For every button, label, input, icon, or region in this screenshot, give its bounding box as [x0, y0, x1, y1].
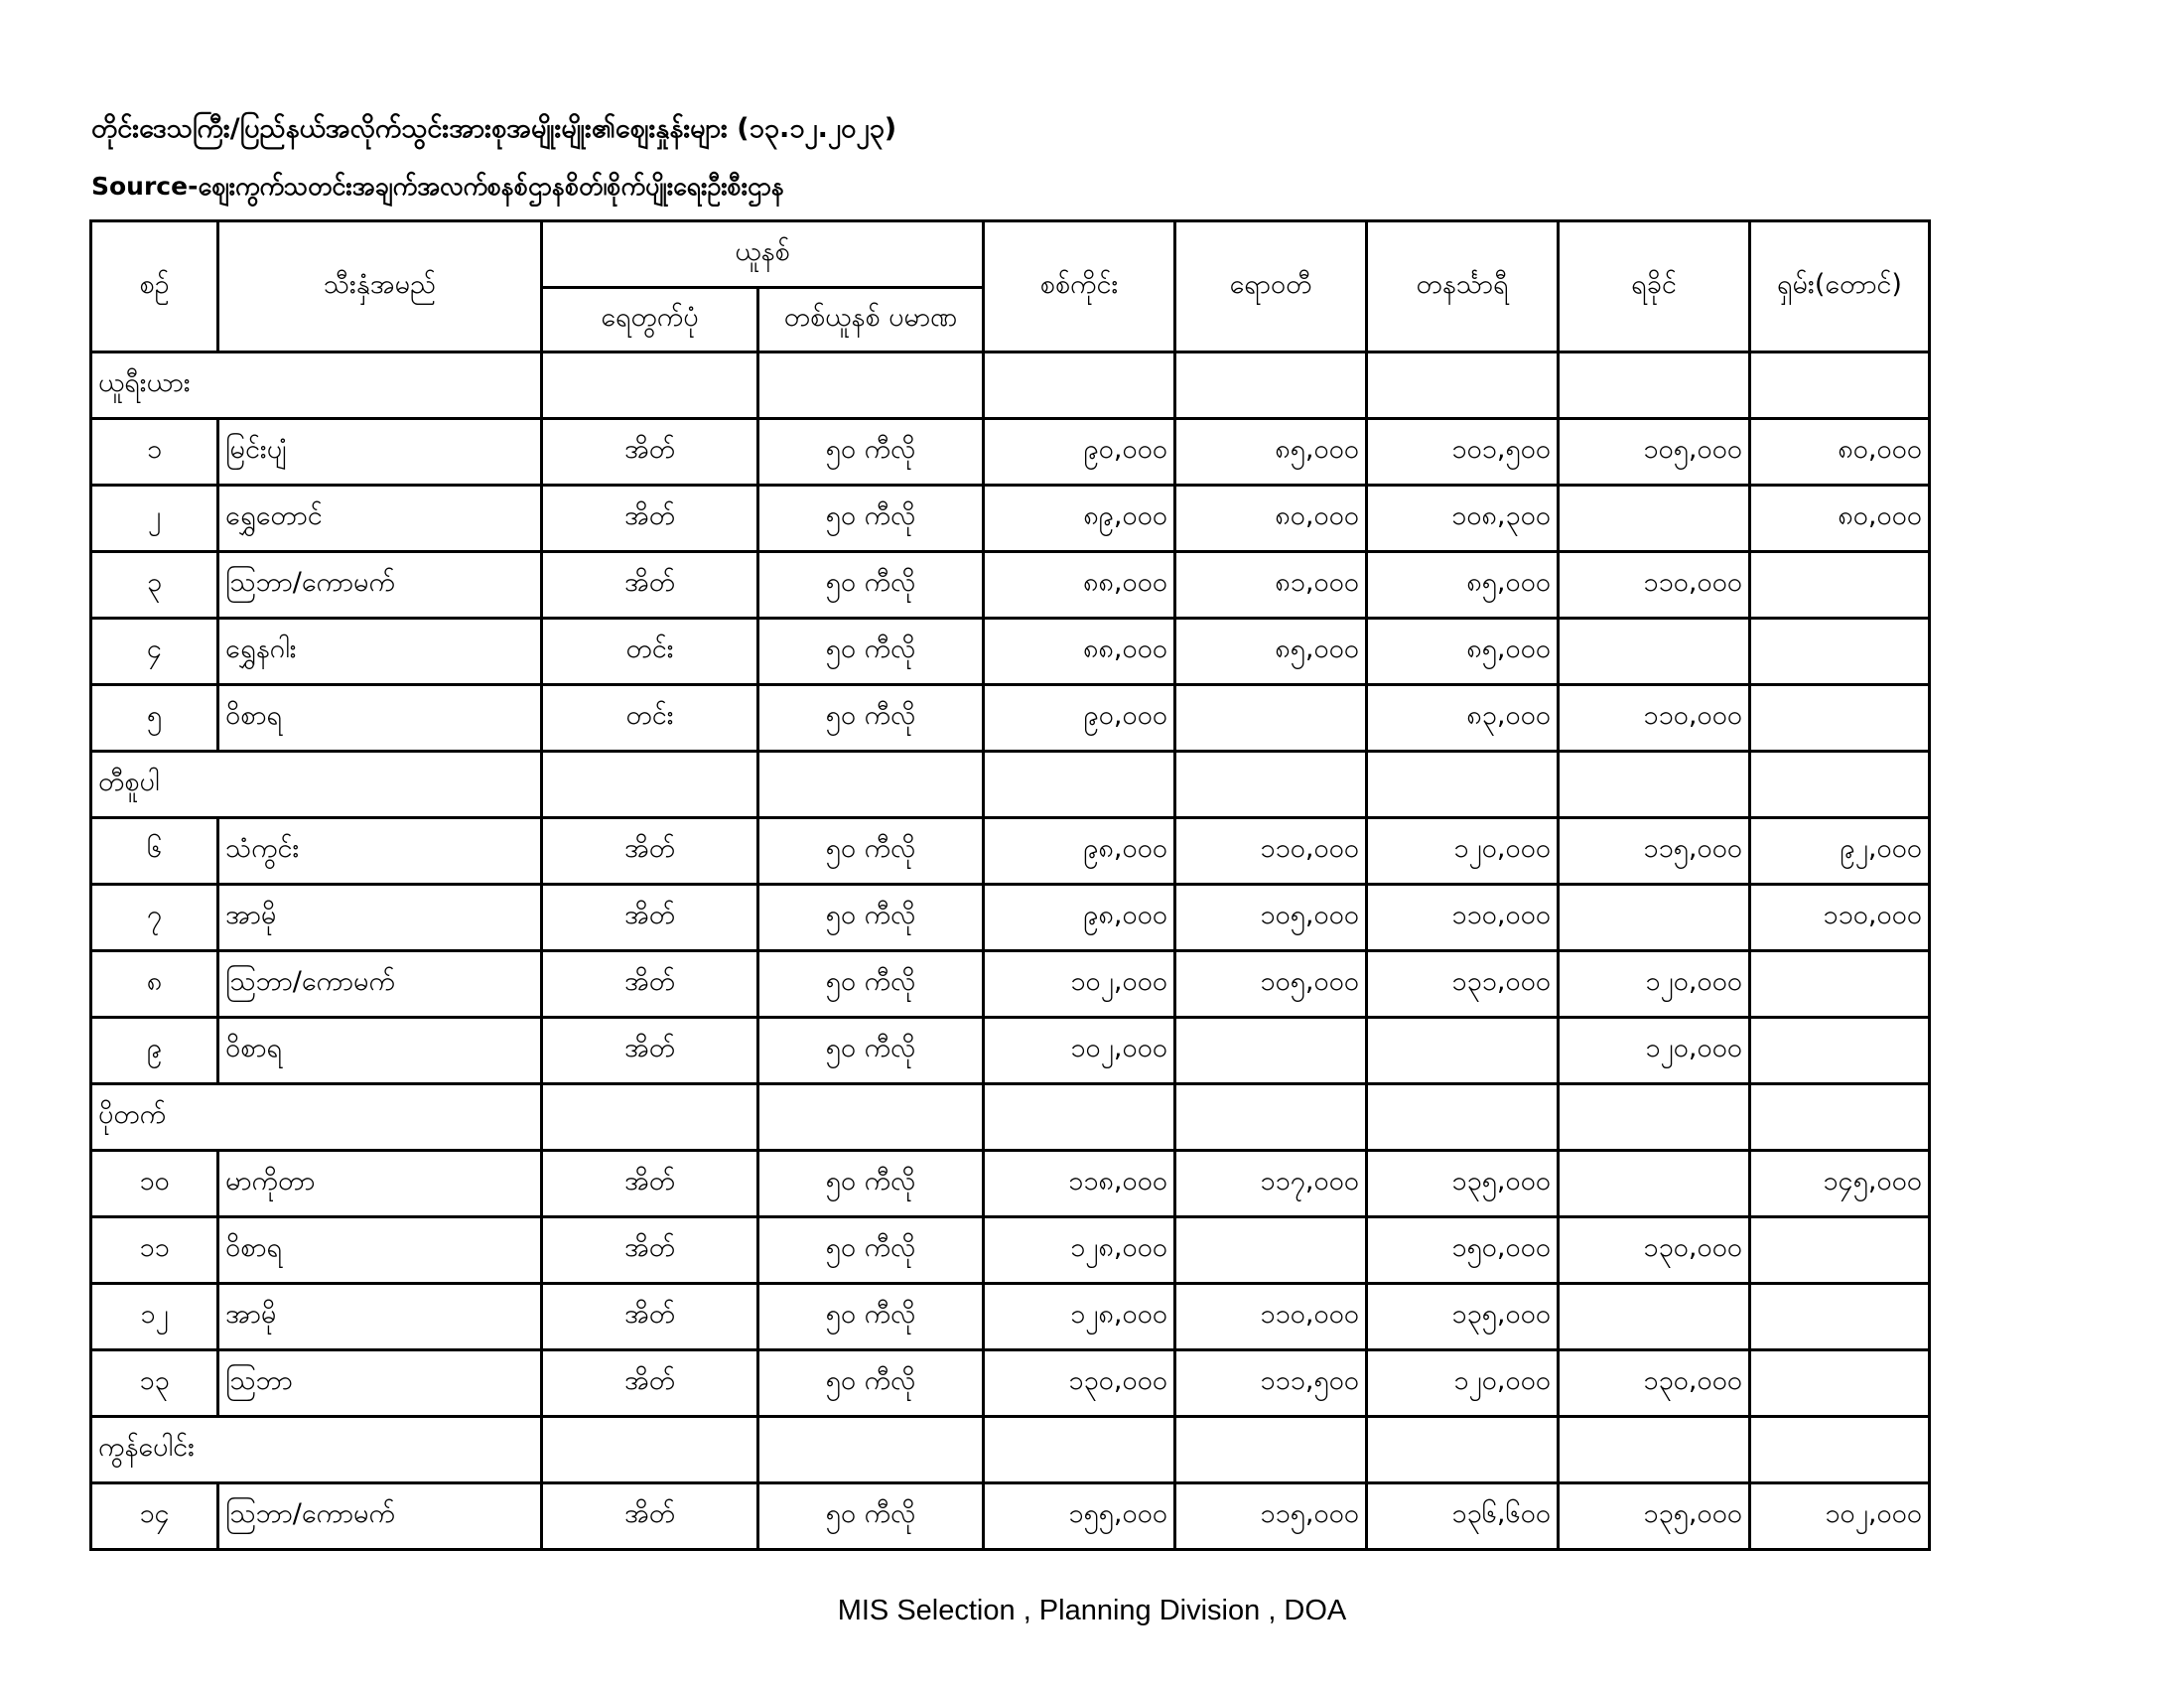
price-table [89, 219, 1931, 1551]
price-sagaing: ၁၃၀,၀၀၀ [984, 1350, 1175, 1417]
price-shan-south: ၉၂,၀၀၀ [1750, 818, 1930, 885]
packaging-cell: အိတ် [542, 1217, 758, 1284]
price-rakhine: ၁၁၀,၀၀၀ [1559, 685, 1750, 752]
unit-cell: ၅၀ ကီလို [758, 486, 984, 552]
row-number: ၂ [91, 486, 218, 552]
empty-cell [542, 1084, 758, 1151]
price-rakhine [1559, 619, 1750, 685]
price-shan-south [1750, 1284, 1930, 1350]
unit-cell: ၅၀ ကီလို [758, 685, 984, 752]
price-shan-south [1750, 552, 1930, 619]
row-number: ၁၄ [91, 1483, 218, 1550]
price-shan-south [1750, 619, 1930, 685]
packaging-cell: အိတ် [542, 1018, 758, 1084]
unit-cell: ၅၀ ကီလို [758, 419, 984, 486]
unit-cell: ၅၀ ကီလို [758, 1018, 984, 1084]
group-name: ပိုတက် [91, 1084, 542, 1151]
header-row [91, 221, 1930, 288]
price-ayeyarwady [1175, 1217, 1367, 1284]
price-ayeyarwady: ၁၀၅,၀၀၀ [1175, 885, 1367, 951]
unit-cell: ၅၀ ကီလို [758, 1284, 984, 1350]
variety-name: ဝိစာရ [218, 685, 542, 752]
empty-cell [1367, 352, 1559, 419]
unit-cell: ၅၀ ကီလို [758, 1151, 984, 1217]
packaging-cell: အိတ် [542, 818, 758, 885]
price-shan-south: ၁၄၅,၀၀၀ [1750, 1151, 1930, 1217]
table-row [91, 951, 1930, 1018]
empty-cell [542, 352, 758, 419]
table-row [91, 419, 1930, 486]
price-tanintharyi: ၁၂၀,၀၀၀ [1367, 818, 1559, 885]
table-row [91, 885, 1930, 951]
row-number: ၃ [91, 552, 218, 619]
variety-name: ရွှေတောင် [218, 486, 542, 552]
packaging-cell: အိတ် [542, 1151, 758, 1217]
empty-cell [1175, 1417, 1367, 1483]
row-number: ၇ [91, 885, 218, 951]
table-body [91, 352, 1930, 1550]
price-ayeyarwady: ၁၁၁,၅၀၀ [1175, 1350, 1367, 1417]
header-shan-south: ရှမ်း(တောင်) [1750, 221, 1930, 352]
packaging-cell: အိတ် [542, 1284, 758, 1350]
empty-cell [984, 1084, 1175, 1151]
price-shan-south: ၁၁၀,၀၀၀ [1750, 885, 1930, 951]
unit-cell: ၅၀ ကီလို [758, 552, 984, 619]
price-rakhine: ၁၀၅,၀၀၀ [1559, 419, 1750, 486]
packaging-cell: အိတ် [542, 1350, 758, 1417]
empty-cell [758, 1084, 984, 1151]
price-sagaing: ၈၈,၀၀၀ [984, 619, 1175, 685]
price-rakhine: ၁၃၀,၀၀၀ [1559, 1350, 1750, 1417]
group-name: ယူရီးယား [91, 352, 542, 419]
table-row [91, 818, 1930, 885]
price-rakhine [1559, 1151, 1750, 1217]
price-rakhine [1559, 486, 1750, 552]
price-sagaing: ၁၂၈,၀၀၀ [984, 1217, 1175, 1284]
variety-name: အာမို [218, 885, 542, 951]
price-ayeyarwady: ၈၁,၀၀၀ [1175, 552, 1367, 619]
row-number: ၁၁ [91, 1217, 218, 1284]
price-sagaing: ၁၅၅,၀၀၀ [984, 1483, 1175, 1550]
group-name: တီစူပါ [91, 752, 542, 818]
group-row [91, 352, 1930, 419]
header-unit-group: ယူနစ် [542, 221, 984, 288]
unit-cell: ၅၀ ကီလို [758, 885, 984, 951]
variety-name: မြင်းပျံ [218, 419, 542, 486]
header-ayeyarwady: ရော၀တီ [1175, 221, 1367, 352]
variety-name: မာကိုတာ [218, 1151, 542, 1217]
unit-cell: ၅၀ ကီလို [758, 951, 984, 1018]
group-name: ကွန်ပေါင်း [91, 1417, 542, 1483]
price-sagaing: ၈၈,၀၀၀ [984, 552, 1175, 619]
empty-cell [1175, 752, 1367, 818]
page-title: တိုင်းဒေသကြီး/ပြည်နယ်အလိုက်သွင်းအားစုအမျိုးမျိုး၏ဈေးနှုန်းများ (၁၃.၁၂.၂၀၂၃) [91, 113, 897, 144]
row-number: ၁ [91, 419, 218, 486]
unit-cell: ၅၀ ကီလို [758, 818, 984, 885]
packaging-cell: အိတ် [542, 486, 758, 552]
empty-cell [984, 752, 1175, 818]
price-ayeyarwady [1175, 685, 1367, 752]
table-row [91, 552, 1930, 619]
price-tanintharyi: ၁၁၀,၀၀၀ [1367, 885, 1559, 951]
row-number: ၁၃ [91, 1350, 218, 1417]
unit-cell: ၅၀ ကီလို [758, 1217, 984, 1284]
price-rakhine [1559, 1284, 1750, 1350]
row-number: ၁၂ [91, 1284, 218, 1350]
price-shan-south: ၈၀,၀၀၀ [1750, 419, 1930, 486]
packaging-cell: တင်း [542, 685, 758, 752]
price-sagaing: ၁၀၂,၀၀၀ [984, 1018, 1175, 1084]
price-sagaing: ၁၁၈,၀၀၀ [984, 1151, 1175, 1217]
empty-cell [1750, 1417, 1930, 1483]
header-unit-measure: တစ်ယူနစ် ပမာဏ [758, 288, 984, 352]
variety-name: သြဘာ/ကောမက် [218, 951, 542, 1018]
empty-cell [1750, 1084, 1930, 1151]
price-tanintharyi: ၁၃၅,၀၀၀ [1367, 1284, 1559, 1350]
empty-cell [1750, 352, 1930, 419]
variety-name: သံကွင်း [218, 818, 542, 885]
price-ayeyarwady: ၁၀၅,၀၀၀ [1175, 951, 1367, 1018]
price-ayeyarwady: ၁၁၀,၀၀၀ [1175, 1284, 1367, 1350]
variety-name: ဝိစာရ [218, 1018, 542, 1084]
price-ayeyarwady: ၁၁၇,၀၀၀ [1175, 1151, 1367, 1217]
empty-cell [1750, 752, 1930, 818]
variety-name: သြဘာ/ကောမက် [218, 1483, 542, 1550]
price-tanintharyi: ၁၀၁,၅၀၀ [1367, 419, 1559, 486]
empty-cell [1559, 352, 1750, 419]
price-rakhine: ၁၁၅,၀၀၀ [1559, 818, 1750, 885]
variety-name: သြဘာ [218, 1350, 542, 1417]
table-row [91, 1018, 1930, 1084]
price-tanintharyi: ၈၅,၀၀၀ [1367, 619, 1559, 685]
packaging-cell: အိတ် [542, 885, 758, 951]
packaging-cell: အိတ် [542, 951, 758, 1018]
price-tanintharyi: ၁၃၅,၀၀၀ [1367, 1151, 1559, 1217]
empty-cell [758, 352, 984, 419]
price-rakhine [1559, 885, 1750, 951]
empty-cell [1559, 752, 1750, 818]
unit-cell: ၅၀ ကီလို [758, 619, 984, 685]
price-tanintharyi: ၈၃,၀၀၀ [1367, 685, 1559, 752]
empty-cell [542, 752, 758, 818]
variety-name: ဝိစာရ [218, 1217, 542, 1284]
table-row [91, 1217, 1930, 1284]
packaging-cell: တင်း [542, 619, 758, 685]
price-ayeyarwady [1175, 1018, 1367, 1084]
header-no: စဉ် [91, 221, 218, 352]
table-row [91, 486, 1930, 552]
empty-cell [984, 1417, 1175, 1483]
empty-cell [758, 1417, 984, 1483]
group-row [91, 1417, 1930, 1483]
price-sagaing: ၉၀,၀၀၀ [984, 685, 1175, 752]
price-rakhine: ၁၂၀,၀၀၀ [1559, 1018, 1750, 1084]
row-number: ၈ [91, 951, 218, 1018]
table-row [91, 1151, 1930, 1217]
price-tanintharyi: ၁၅၀,၀၀၀ [1367, 1217, 1559, 1284]
header-sagaing: စစ်ကိုင်း [984, 221, 1175, 352]
header-tanintharyi: တနင်္သာရီ [1367, 221, 1559, 352]
price-sagaing: ၉၈,၀၀၀ [984, 885, 1175, 951]
variety-name: အာမို [218, 1284, 542, 1350]
group-row [91, 1084, 1930, 1151]
empty-cell [1175, 1084, 1367, 1151]
price-sagaing: ၁၀၂,၀၀၀ [984, 951, 1175, 1018]
price-tanintharyi: ၁၃၁,၀၀၀ [1367, 951, 1559, 1018]
empty-cell [1559, 1084, 1750, 1151]
source-line: Source-ဈေးကွက်သတင်းအချက်အလက်စနစ်ဌာနစိတ်၊စိုက်ပျိုးရေးဦးစီးဌာန [91, 172, 785, 201]
price-tanintharyi: ၁၃၆,၆၀၀ [1367, 1483, 1559, 1550]
header-packaging: ရေတွက်ပုံ [542, 288, 758, 352]
group-row [91, 752, 1930, 818]
table-row [91, 1350, 1930, 1417]
row-number: ၉ [91, 1018, 218, 1084]
price-ayeyarwady: ၈၅,၀၀၀ [1175, 419, 1367, 486]
price-rakhine: ၁၃၀,၀၀၀ [1559, 1217, 1750, 1284]
unit-cell: ၅၀ ကီလို [758, 1483, 984, 1550]
price-ayeyarwady: ၈၅,၀၀၀ [1175, 619, 1367, 685]
row-number: ၁၀ [91, 1151, 218, 1217]
variety-name: ရွှေနဂါး [218, 619, 542, 685]
table-row [91, 685, 1930, 752]
header-rakhine: ရခိုင် [1559, 221, 1750, 352]
price-shan-south [1750, 1018, 1930, 1084]
packaging-cell: အိတ် [542, 552, 758, 619]
price-sagaing: ၁၂၈,၀၀၀ [984, 1284, 1175, 1350]
price-shan-south [1750, 1350, 1930, 1417]
price-sagaing: ၈၉,၀၀၀ [984, 486, 1175, 552]
variety-name: သြဘာ/ကောမက် [218, 552, 542, 619]
price-ayeyarwady: ၈၀,၀၀၀ [1175, 486, 1367, 552]
empty-cell [1367, 1417, 1559, 1483]
price-rakhine: ၁၂၀,၀၀၀ [1559, 951, 1750, 1018]
header-variety: သီးနှံအမည် [218, 221, 542, 352]
price-tanintharyi: ၁၂၀,၀၀၀ [1367, 1350, 1559, 1417]
table-row [91, 1483, 1930, 1550]
table-row [91, 1284, 1930, 1350]
packaging-cell: အိတ် [542, 1483, 758, 1550]
price-sagaing: ၉၀,၀၀၀ [984, 419, 1175, 486]
price-shan-south: ၈၀,၀၀၀ [1750, 486, 1930, 552]
empty-cell [1367, 752, 1559, 818]
packaging-cell: အိတ် [542, 419, 758, 486]
price-rakhine: ၁၃၅,၀၀၀ [1559, 1483, 1750, 1550]
row-number: ၆ [91, 818, 218, 885]
price-tanintharyi: ၈၅,၀၀၀ [1367, 552, 1559, 619]
row-number: ၅ [91, 685, 218, 752]
price-sagaing: ၉၈,၀၀၀ [984, 818, 1175, 885]
price-shan-south [1750, 1217, 1930, 1284]
unit-cell: ၅၀ ကီလို [758, 1350, 984, 1417]
table-row [91, 619, 1930, 685]
price-shan-south: ၁၀၂,၀၀၀ [1750, 1483, 1930, 1550]
footer: MIS Selection , Planning Division , DOA [837, 1595, 1347, 1626]
row-number: ၄ [91, 619, 218, 685]
price-shan-south [1750, 685, 1930, 752]
empty-cell [1559, 1417, 1750, 1483]
empty-cell [984, 352, 1175, 419]
price-ayeyarwady: ၁၁၀,၀၀၀ [1175, 818, 1367, 885]
price-shan-south [1750, 951, 1930, 1018]
empty-cell [1367, 1084, 1559, 1151]
empty-cell [542, 1417, 758, 1483]
price-tanintharyi [1367, 1018, 1559, 1084]
price-tanintharyi: ၁၀၈,၃၀၀ [1367, 486, 1559, 552]
empty-cell [758, 752, 984, 818]
price-ayeyarwady: ၁၁၅,၀၀၀ [1175, 1483, 1367, 1550]
empty-cell [1175, 352, 1367, 419]
price-rakhine: ၁၁၀,၀၀၀ [1559, 552, 1750, 619]
